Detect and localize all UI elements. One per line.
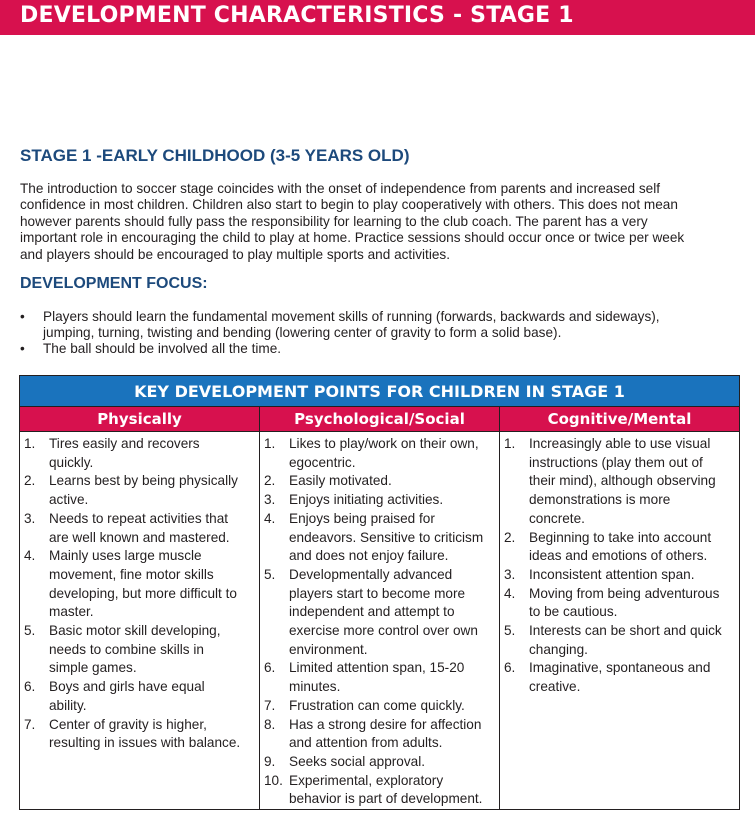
item-text: Enjoys being praised for endeavors. Sensitive to criticism and does not enjoy failure. <box>289 510 484 564</box>
item-text: Frustration can come quickly. <box>289 697 465 713</box>
item-text: Interests can be short and quick changing. <box>529 623 722 657</box>
focus-bullet: • Players should learn the fundamental movement skills of running (forwards, backwards and sideways), jumping, turning, twisting and bending (lowering center of gravity to form a solid base). <box>20 309 735 341</box>
list-item <box>264 697 496 716</box>
list-item <box>264 753 496 772</box>
list-item <box>264 510 496 566</box>
item-text: Basic motor skill developing, needs to combine skills in simple games. <box>49 623 221 676</box>
list-item <box>24 716 256 753</box>
list-item <box>264 491 496 510</box>
item-number: 4. <box>504 585 516 601</box>
list-item <box>504 566 736 585</box>
list-item <box>24 622 256 678</box>
item-number: 3. <box>24 510 36 526</box>
item-text: Developmentally advanced players start to become more independent and attempt to exercise more control over own environment. <box>289 566 478 657</box>
item-number: 1. <box>504 436 516 451</box>
item-number: 9. <box>264 753 276 769</box>
physically-cell <box>20 432 260 810</box>
item-number: 6. <box>24 679 36 695</box>
item-text: Has a strong desire for affection and attention from adults. <box>289 716 482 751</box>
item-text: Enjoys initiating activities. <box>289 492 444 508</box>
item-text: Boys and girls have equal ability. <box>49 679 205 713</box>
item-text: Inconsistent attention span. <box>529 566 695 582</box>
item-text: Experimental, exploratory behavior is part of development. <box>289 772 483 807</box>
item-number: 4. <box>24 548 36 564</box>
item-text: Easily motivated. <box>289 473 392 489</box>
item-text: Likes to play/work on their own, egocentric. <box>289 436 479 470</box>
page-banner <box>0 0 755 35</box>
item-number: 6. <box>264 660 276 676</box>
list-item <box>264 566 496 660</box>
development-focus-list <box>20 309 735 358</box>
item-number: 5. <box>24 623 36 639</box>
item-text: Mainly uses large muscle movement, fine motor skills developing, but more difficult to master. <box>49 548 237 620</box>
focus-bullet: • The ball should be involved all the time. <box>20 341 735 357</box>
stage-heading: STAGE 1 -EARLY CHILDHOOD (3-5 YEARS OLD) <box>20 146 410 165</box>
list-item <box>264 716 496 753</box>
item-text: Limited attention span, 15-20 minutes. <box>289 660 465 695</box>
list-item <box>264 772 496 809</box>
item-number: 2. <box>264 473 276 489</box>
psychological-cell <box>260 432 500 810</box>
list-item <box>24 510 256 547</box>
item-text: Needs to repeat activities that are well known and mastered. <box>49 510 230 545</box>
item-text: Increasingly able to use visual instructions (play them out of their mind), although observing demonstrations is more concrete. <box>529 436 716 526</box>
list-item <box>24 678 256 715</box>
item-text: Seeks social approval. <box>289 753 426 769</box>
cognitive-cell <box>500 432 740 810</box>
development-focus-heading: DEVELOPMENT FOCUS: <box>20 275 208 292</box>
item-number: 7. <box>264 697 276 713</box>
item-number: 8. <box>264 716 276 732</box>
intro-paragraph: The introduction to soccer stage coincides with the onset of independence from parents and increased self confidence in most children. Children also start to begin to play cooperatively with others. This does not mean however parents should fully pass the responsibility for learning to the club coach. The parent has a very important role in encouraging the child to play at home. Practice sessions should occur once or twice per week and players should be encouraged to play multiple sports and activities. <box>20 181 685 262</box>
list-item <box>264 435 496 472</box>
psychological-list <box>264 435 496 809</box>
cognitive-list <box>504 435 736 697</box>
page-title: DEVELOPMENT CHARACTERISTICS - STAGE 1 <box>20 3 574 28</box>
item-number: 1. <box>24 436 36 451</box>
item-text: Imaginative, spontaneous and creative. <box>529 660 711 695</box>
table-title: KEY DEVELOPMENT POINTS FOR CHILDREN IN STAGE 1 <box>20 376 740 407</box>
item-number: 2. <box>504 529 516 545</box>
list-item <box>24 472 256 509</box>
physically-list <box>24 435 256 753</box>
item-text: Learns best by being physically active. <box>49 473 238 508</box>
item-text: Beginning to take into account ideas and emotions of others. <box>529 529 712 564</box>
key-development-table <box>19 375 740 810</box>
list-item <box>24 547 256 622</box>
item-number: 1. <box>264 436 276 451</box>
list-item <box>504 622 736 659</box>
list-item <box>504 435 736 529</box>
item-number: 7. <box>24 716 36 732</box>
column-header-psychological-social: Psychological/Social <box>260 407 500 432</box>
item-number: 10. <box>264 772 283 788</box>
item-number: 4. <box>264 510 276 526</box>
item-number: 6. <box>504 660 516 676</box>
list-item <box>504 529 736 566</box>
list-item <box>264 659 496 696</box>
list-item <box>504 659 736 696</box>
column-header-physically: Physically <box>20 407 260 432</box>
list-item <box>264 472 496 491</box>
item-number: 5. <box>504 623 516 639</box>
item-text: Moving from being adventurous to be cautious. <box>529 585 720 620</box>
item-number: 3. <box>504 566 516 582</box>
list-item <box>24 435 256 472</box>
item-text: Tires easily and recovers quickly. <box>49 436 200 470</box>
column-header-cognitive-mental: Cognitive/Mental <box>500 407 740 432</box>
item-text: Center of gravity is higher, resulting in issues with balance. <box>49 716 241 751</box>
item-number: 3. <box>264 492 276 508</box>
item-number: 2. <box>24 473 36 489</box>
item-number: 5. <box>264 566 276 582</box>
list-item <box>504 585 736 622</box>
